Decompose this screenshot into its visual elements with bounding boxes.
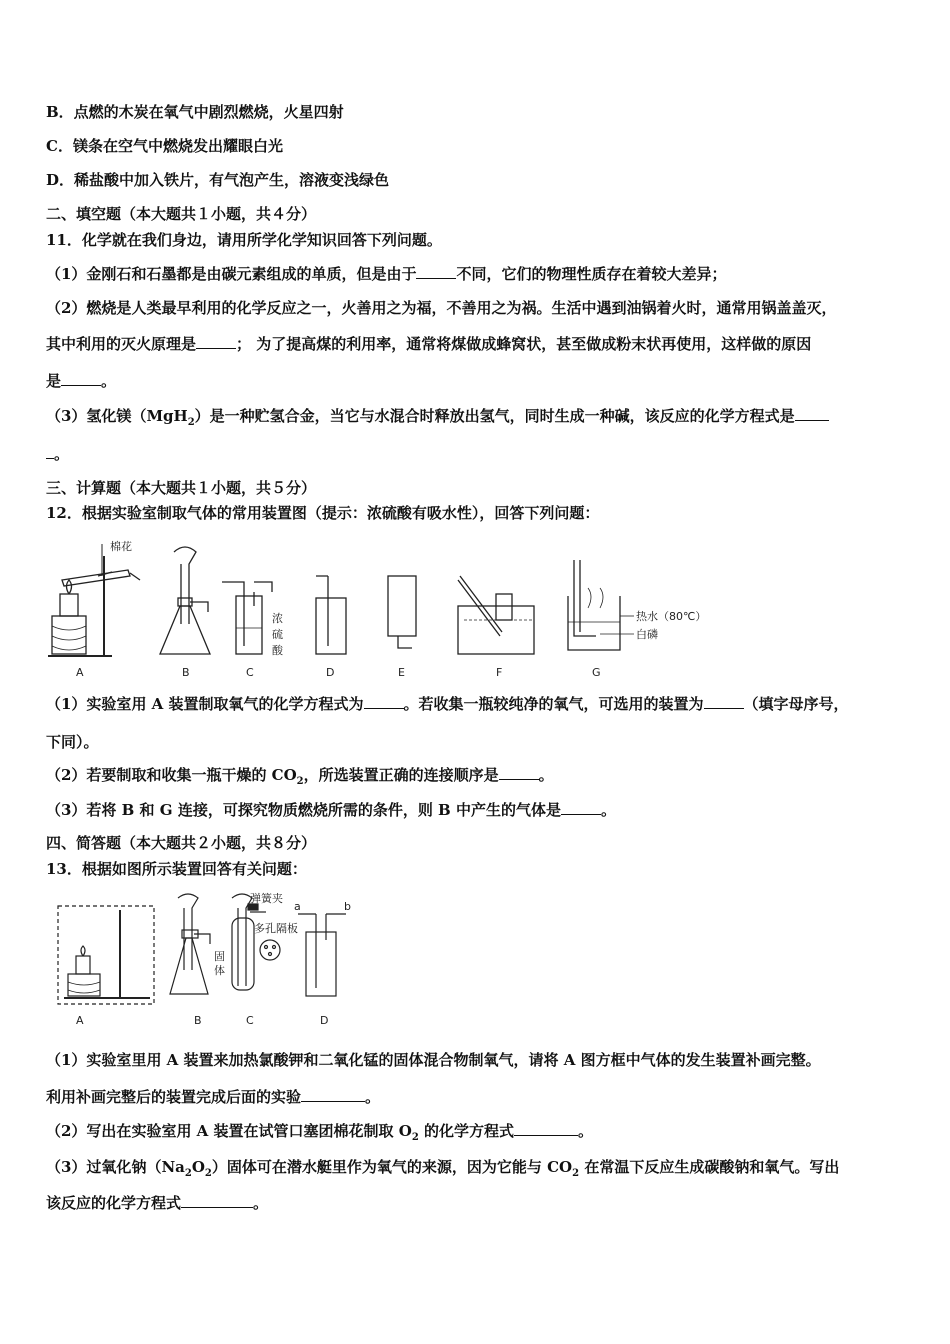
answer-blank[interactable]	[181, 1193, 253, 1208]
apparatus-c	[214, 891, 298, 990]
q13-p3-text-a: （3）过氧化钠（Na	[46, 1158, 185, 1176]
solid-label-2: 体	[214, 964, 225, 977]
answer-blank[interactable]	[46, 444, 54, 459]
question-11-stem: 11．化学就在我们身边，请用所学化学知识回答下列问题。	[46, 231, 442, 249]
q13-p2-text-a: （2）写出在实验室用 A 装置在试管口塞团棉花制取 O	[46, 1122, 412, 1140]
section-heading-fill-blank: 二、填空题（本大题共１小题，共４分）	[46, 205, 317, 223]
q11-p3-text-c: 。	[54, 445, 70, 463]
q12-p2-text-c: 。	[538, 766, 554, 784]
q12-p1-text-a: （1）实验室用 A 装置制取氧气的化学方程式为	[46, 695, 364, 713]
apparatus-a	[48, 539, 140, 656]
q11-p2-text-c: ； 为了提高煤的利用率，通常将煤做成蜂窝状，甚至做成粉末状再使用，这样做的原因	[236, 335, 812, 353]
q13-p1-text-b: 利用补画完整后的装置完成后面的实验	[46, 1088, 302, 1106]
fig-label-b: B	[182, 666, 190, 679]
answer-blank[interactable]	[514, 1121, 578, 1136]
fig-label-d: D	[326, 666, 335, 679]
answer-blank[interactable]	[704, 694, 744, 709]
apparatus-b	[160, 547, 210, 654]
fig-label-a: A	[76, 1014, 84, 1027]
apparatus-c	[222, 582, 284, 657]
subscript: 2	[296, 776, 304, 787]
q13-p3-text-c: ）固体可在潜水艇里作为氧气的来源，因为它能与 CO	[211, 1158, 573, 1176]
question-11-part-2-line-3	[46, 371, 920, 391]
q11-p2-text-d: 是	[46, 372, 62, 390]
q11-p2-text-b: 其中利用的灭火原理是	[46, 335, 197, 353]
q11-p3-text-b: ）是一种贮氢合金，当它与水混合时释放出氢气，同时生成一种碱，该反应的化学方程式是	[194, 407, 795, 425]
fig-label-e: E	[398, 666, 405, 679]
q13-p3-text-e: 该反应的化学方程式	[46, 1194, 182, 1212]
white-phosphorus-label: 白磷	[636, 628, 658, 641]
option-b: B．点燃的木炭在氧气中剧烈燃烧，火星四射	[46, 103, 344, 121]
answer-blank[interactable]	[301, 1087, 365, 1102]
apparatus-a	[58, 906, 154, 1004]
q13-p3-text-b: O	[191, 1158, 205, 1176]
pipe-b-label: b	[344, 900, 351, 913]
answer-blank[interactable]	[364, 694, 404, 709]
q13-p1-text-c: 。	[365, 1088, 381, 1106]
subscript: 2	[572, 1168, 580, 1179]
option-d: D．稀盐酸中加入铁片，有气泡产生，溶液变浅绿色	[46, 171, 390, 189]
option-c: C．镁条在空气中燃烧发出耀眼白光	[46, 137, 283, 155]
pipe-a-label: a	[294, 900, 301, 913]
question-11-part-3-cont	[46, 444, 920, 464]
question-12-stem: 12．根据实验室制取气体的常用装置图（提示：浓硫酸有吸水性），回答下列问题：	[46, 504, 600, 522]
answer-blank[interactable]	[561, 800, 601, 815]
question-12-part-1	[46, 694, 920, 714]
question-13-part-1-cont	[46, 1087, 920, 1107]
q13-p3-text-d: 在常温下反应生成碳酸钠和氧气。写出	[579, 1158, 840, 1176]
question-11-part-2-line-2	[46, 334, 920, 354]
q11-p1-text-a: （1）金刚石和石墨都是由碳元素组成的单质，但是由于	[46, 265, 417, 283]
spring-clip-label: 弹簧夹	[250, 892, 283, 905]
apparatus-b	[170, 894, 210, 994]
question-11-part-2-line-1: （2）燃烧是人类最早利用的化学反应之一，火善用之为福，不善用之为祸。生活中遇到油锅着火时，通常用锅盖盖灭，	[46, 299, 837, 317]
subscript: 2	[184, 1168, 192, 1179]
answer-blank[interactable]	[795, 406, 829, 421]
apparatus-g	[568, 560, 706, 650]
fig-label-g: G	[592, 666, 601, 679]
acid-label-1: 浓	[272, 612, 283, 625]
question-11-part-1	[46, 264, 920, 284]
apparatus-figure-q12	[40, 536, 730, 682]
fig-label-c: C	[246, 1014, 254, 1027]
question-12-part-3	[46, 800, 920, 820]
answer-blank[interactable]	[416, 264, 456, 279]
apparatus-d	[316, 576, 346, 654]
apparatus-f	[458, 576, 534, 654]
q13-p3-text-f: 。	[253, 1194, 269, 1212]
q12-p1-text-b: 。若收集一瓶较纯净的氧气，可选用的装置为	[403, 695, 704, 713]
apparatus-figure-q13	[54, 890, 364, 1030]
acid-label-3: 酸	[272, 644, 283, 657]
question-13-part-3	[46, 1157, 920, 1177]
q11-p2-text-e: 。	[101, 372, 117, 390]
question-11-part-3	[46, 406, 920, 426]
q12-p3-text-b: 。	[600, 801, 616, 819]
q13-p2-text-c: 。	[578, 1122, 594, 1140]
q12-p2-text-a: （2）若要制取和收集一瓶干燥的 CO	[46, 766, 297, 784]
fig-label-b: B	[194, 1014, 202, 1027]
porous-plate-label: 多孔隔板	[254, 922, 298, 935]
q12-p2-text-b: ，所选装置正确的连接顺序是	[303, 766, 499, 784]
subscript: 2	[204, 1168, 212, 1179]
fig-label-c: C	[246, 666, 254, 679]
question-12-part-1-cont: 下同）。	[46, 733, 99, 751]
section-heading-calculation: 三、计算题（本大题共１小题，共５分）	[46, 479, 317, 497]
fig-label-f: F	[496, 666, 503, 679]
hot-water-label: 热水（80℃）	[636, 610, 707, 623]
fig-label-a: A	[76, 666, 84, 679]
q11-p3-text-a: （3）氢化镁（MgH	[46, 407, 188, 425]
section-heading-short-answer: 四、简答题（本大题共２小题，共８分）	[46, 834, 317, 852]
question-12-part-2	[46, 765, 920, 785]
question-13-stem: 13．根据如图所示装置回答有关问题：	[46, 860, 307, 878]
solid-label-1: 固	[214, 950, 225, 963]
apparatus-e	[388, 576, 416, 648]
acid-label-2: 硫	[272, 628, 283, 641]
question-13-part-1: （1）实验室里用 A 装置来加热氯酸钾和二氧化锰的固体混合物制氧气，请将 A 图方框中气体的发生装置补画完整。	[46, 1051, 821, 1069]
answer-blank[interactable]	[196, 334, 236, 349]
answer-blank[interactable]	[499, 765, 539, 780]
q11-p1-text-b: 不同，它们的物理性质存在着较大差异；	[456, 265, 727, 283]
q12-p3-text-a: （3）若将 B 和 G 连接，可探究物质燃烧所需的条件，则 B 中产生的气体是	[46, 801, 561, 819]
subscript: 2	[187, 417, 195, 428]
answer-blank[interactable]	[61, 371, 101, 386]
fig-label-d: D	[320, 1014, 329, 1027]
question-13-part-3-cont	[46, 1193, 920, 1213]
apparatus-d	[294, 900, 351, 996]
question-13-part-2	[46, 1121, 920, 1141]
cotton-label: 棉花	[110, 540, 132, 553]
q12-p1-text-c: （填字母序号，	[743, 695, 849, 713]
q13-p2-text-b: 的化学方程式	[418, 1122, 515, 1140]
subscript: 2	[411, 1132, 419, 1143]
